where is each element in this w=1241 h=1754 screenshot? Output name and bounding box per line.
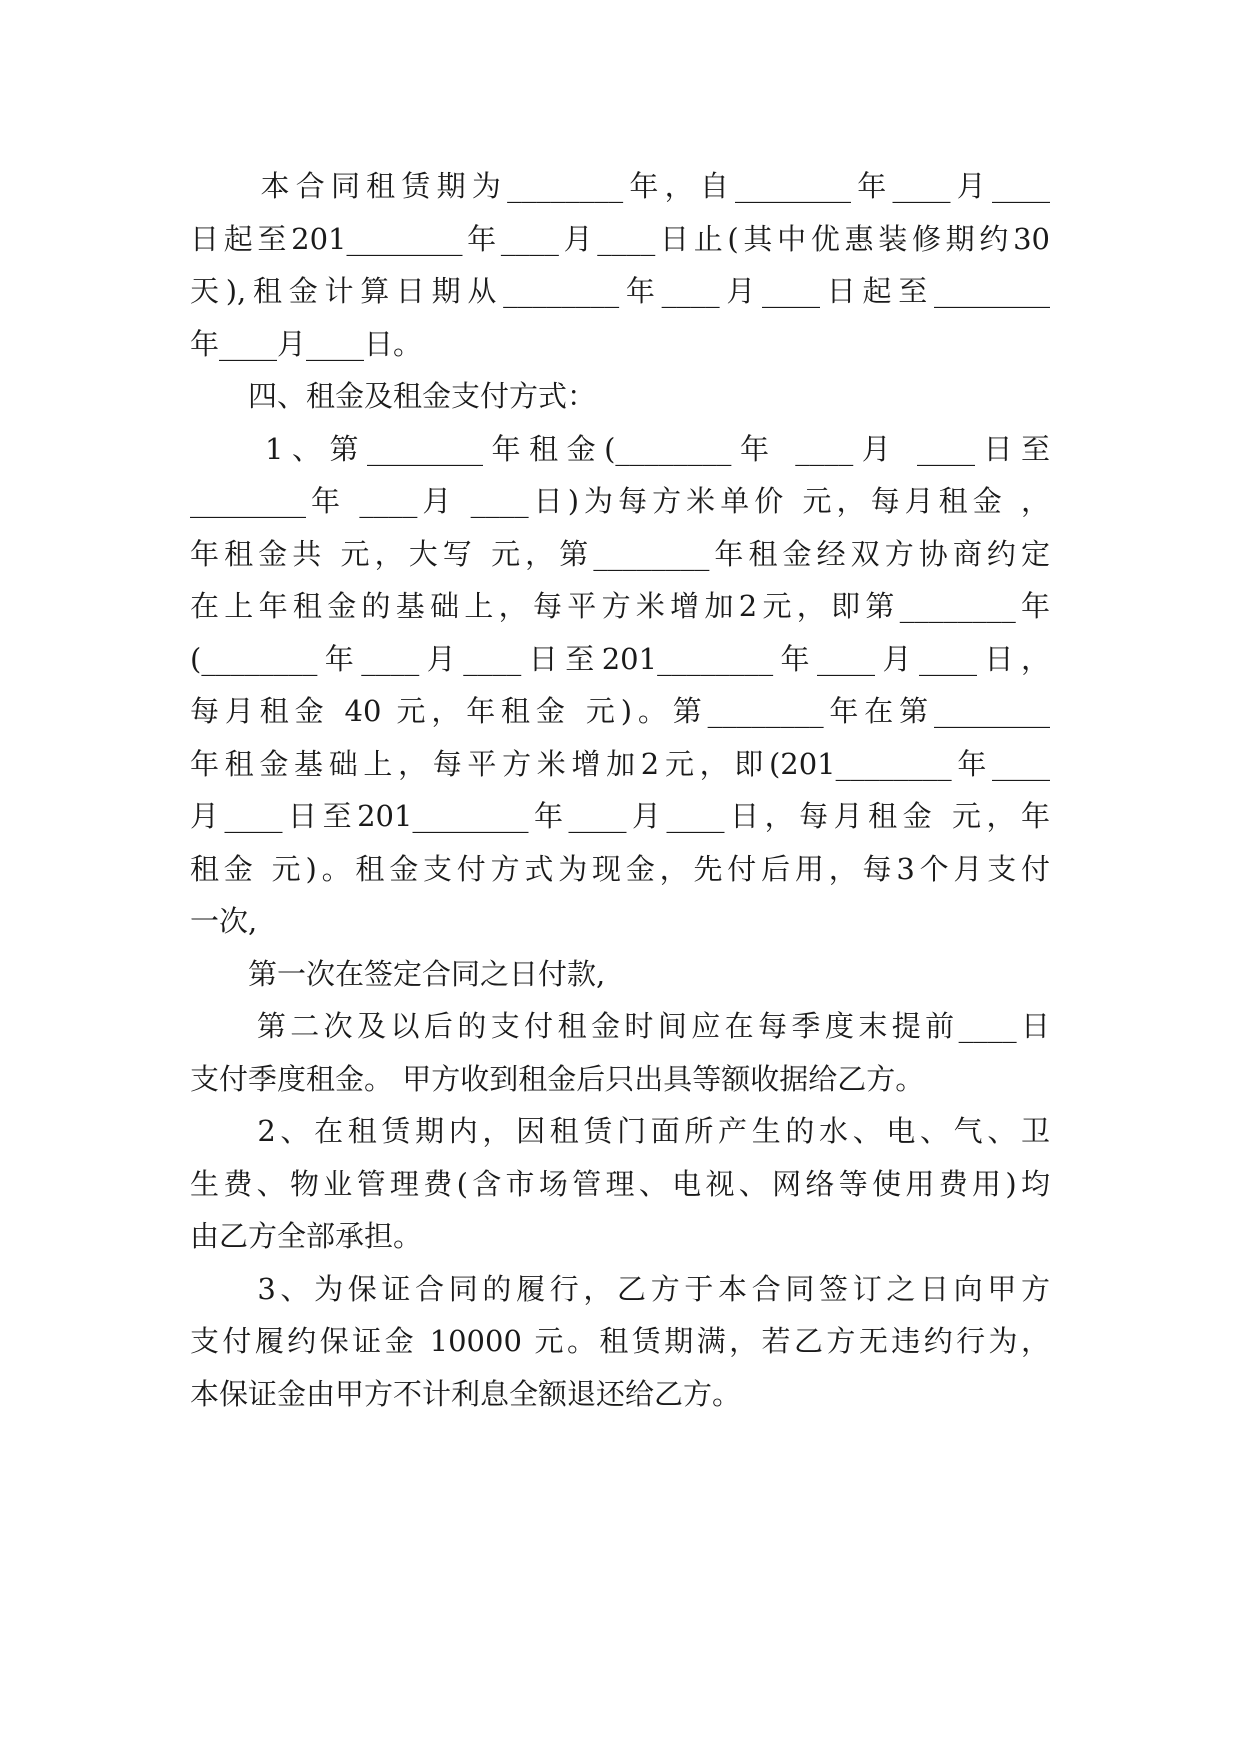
- text-line: 月____日至201________年____月____日，每月租金 元，年: [190, 799, 1050, 833]
- text-line: 支付履约保证金 10000 元。租赁期满，若乙方无违约行为，: [190, 1324, 1050, 1358]
- text-line: 第一次在签定合同之日付款,: [190, 957, 606, 991]
- text-line: 3、为保证合同的履行，乙方于本合同签订之日向甲方: [190, 1272, 1050, 1306]
- text-line: 日起至201________年____月____日止(其中优惠装修期约30: [190, 222, 1050, 256]
- text-line: (________年____月____日至201________年____月____日，: [190, 642, 1050, 676]
- text-line: 由乙方全部承担。: [190, 1219, 423, 1253]
- text-line: 年____月____日。: [190, 327, 423, 361]
- section-heading: 四、租金及租金支付方式：: [190, 379, 597, 413]
- text-line: 一次,: [190, 904, 258, 938]
- text-line: 每月租金 40 元，年租金 元)。第________年在第________: [190, 694, 1050, 728]
- text-line: 第二次及以后的支付租金时间应在每季度末提前____日: [190, 1009, 1050, 1043]
- text-line: ________年 ____月 ____日)为每方米单价 元，每月租金 ，: [190, 484, 1050, 518]
- text-line: 租金 元)。租金支付方式为现金，先付后用，每3个月支付: [190, 852, 1050, 886]
- text-line: 2、在租赁期内，因租赁门面所产生的水、电、气、卫: [190, 1114, 1050, 1148]
- text-line: 本保证金由甲方不计利息全额退还给乙方。: [190, 1377, 742, 1411]
- text-line: 生费、物业管理费(含市场管理、电视、网络等使用费用)均: [190, 1167, 1050, 1201]
- text-line: 1、第________年租金(________年 ____月 ____日至: [190, 432, 1050, 466]
- text-line: 在上年租金的基础上，每平方米增加2元，即第________年: [190, 589, 1050, 623]
- text-line: 支付季度租金。 甲方收到租金后只出具等额收据给乙方。: [190, 1062, 925, 1096]
- text-line: 天),租金计算日期从________年____月____日起至________: [190, 274, 1050, 308]
- text-line: 本合同租赁期为________年，自________年____月____: [190, 169, 1050, 203]
- text-line: 年租金基础上，每平方米增加2元，即(201________年____: [190, 747, 1050, 781]
- text-line: 年租金共 元，大写 元，第________年租金经双方协商约定: [190, 537, 1050, 571]
